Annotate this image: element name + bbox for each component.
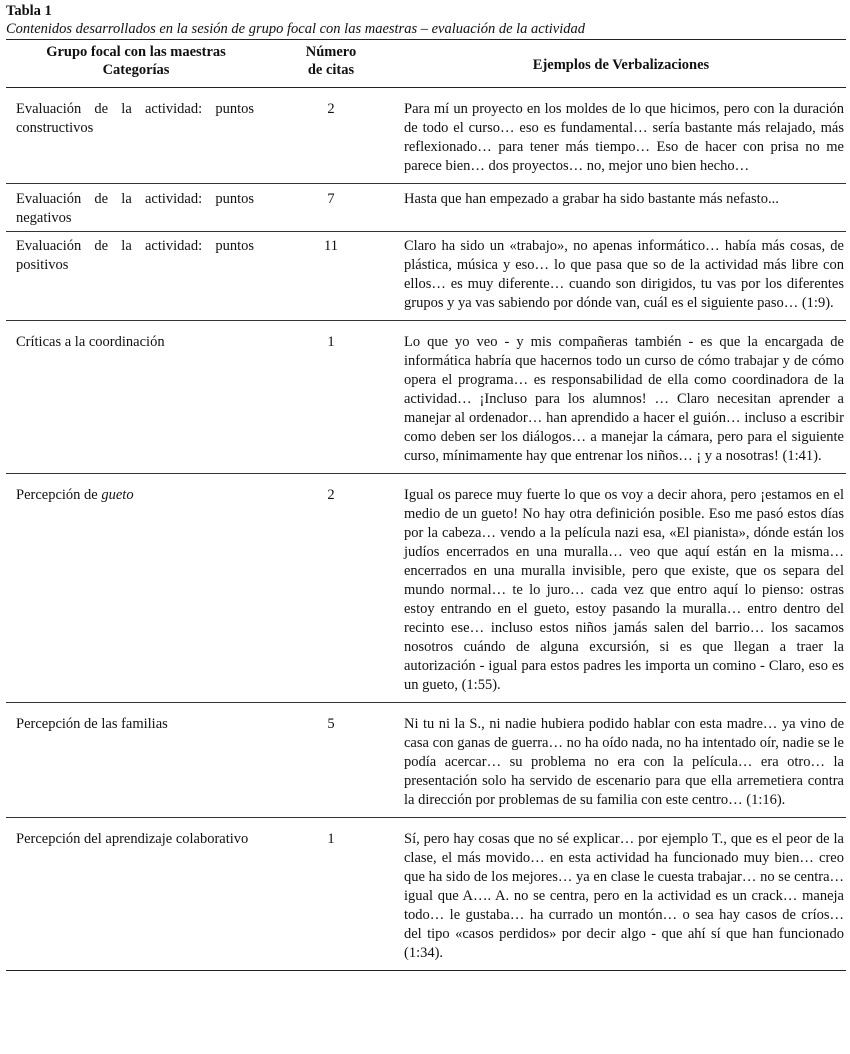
row-example: Sí, pero hay cosas que no sé explicar… por ejemplo T., que es el peor de la clase, el más movido… en esta actividad ha funcionado muy bien… creo que ha sido de los mejores… ya en clase le cuesta trabajar… no se centra… igual que A…. A. no se centra, pero en la actividad es un crack… maneja todo… le gustaba… ha currado un montón… o sea hay casos de críos… del tipo «casos perdidos» por decir algo - que ahí sí que han funcionado (1:34). <box>404 831 844 961</box>
row-category: Evaluación de la actividad: puntos constructivos <box>16 101 254 136</box>
row-example: Hasta que han empezado a grabar ha sido bastante más nefasto... <box>404 191 779 207</box>
table-row <box>6 321 846 474</box>
row-category-italic: gueto <box>101 487 134 503</box>
row-example: Igual os parece muy fuerte lo que os voy a decir ahora, pero ¡estamos en el medio de un gueto! No hay otra definición posible. Eso me pasó estos días por la cabeza… vendo a la película nazi esa, «El pianista», dónde están los judíos encerrados en una muralla… veo que aquí están en la misma… encerrados en una muralla invisible, pero que existe, que os separa del mundo normal… te lo juro… cada vez que entro aquí lo pienso: ostras estoy entrando en el gueto, estoy pasando la muralla… entro dentro del recinto ese… incluso estos niños jamás salen del barrio… los sacamos nosotros cuándo de alguna excursión, si es que llegan a traer la autorización - igual para estos padres les importa un comino - Claro, eso es un gueto, (1:55). <box>404 487 844 693</box>
row-category-text: Percepción de <box>16 487 98 503</box>
header-categories <box>6 40 266 88</box>
header-categories-line1: Grupo focal con las maestras <box>46 44 226 60</box>
row-category: Evaluación de la actividad: puntos negativos <box>16 191 254 226</box>
header-count-line2: de citas <box>307 62 355 78</box>
table-caption: Contenidos desarrollados en la sesión de grupo focal con las maestras – evaluación de la actividad <box>6 21 586 37</box>
header-categories-line2: Categorías <box>102 62 170 78</box>
row-count: 11 <box>324 238 338 254</box>
table-row <box>6 88 846 184</box>
row-example: Ni tu ni la S., ni nadie hubiera podido hablar con esta madre… ya vino de casa con ganas de guerra… no ha oído nada, no ha intentado oír, nadie se le podía acercar… su problema no era con la película… era otro… la presentación solo ha servido de escenario para que ella arremetiera contra la dirección por problemas de su familia con este centro… (1:16). <box>404 716 844 808</box>
header-examples: Ejemplos de Verbalizaciones <box>532 56 710 73</box>
row-count: 2 <box>327 101 335 117</box>
row-count: 1 <box>327 831 335 847</box>
table-block <box>6 3 846 971</box>
table-number: Tabla 1 <box>6 3 52 19</box>
row-category: Críticas a la coordinación <box>16 334 165 350</box>
row-count: 5 <box>327 716 335 732</box>
table-row <box>6 818 846 971</box>
row-category: Percepción del aprendizaje colaborativo <box>16 831 249 847</box>
row-count: 1 <box>327 334 335 350</box>
table-row <box>6 184 846 232</box>
row-count: 7 <box>327 191 335 207</box>
focus-group-table <box>6 39 846 971</box>
table-row <box>6 232 846 321</box>
row-category <box>6 474 266 703</box>
table-row <box>6 474 846 703</box>
header-count <box>266 40 396 88</box>
row-example: Lo que yo veo - y mis compañeras también - es que la encargada de informática habría que hacernos todo un curso de cómo trabajar y de cómo opera el programa… es responsabilidad de ella como coordinadora de la actividad… ¡Incluso para los alumnos! … Claro necesitan aprender a manejar al ordenador… han aprendido a hacer el guión… incluso a escribir como deben ser los diálogos… a manejar la cámara, pero para el siguiente curso, mínimamente hay que entrenar los niños… ¡ y a nosotras! (1:41). <box>404 334 844 464</box>
row-example: Para mí un proyecto en los moldes de lo que hicimos, pero con la duración de todo el curso… eso es fundamental… sería bastante más relajado, más reflexionado… para tener más tiempo… Eso de hacer con prisa no me parece bien… dos proyectos… no, mejor uno bien hecho… <box>404 101 844 174</box>
row-category: Evaluación de la actividad: puntos positivos <box>16 238 254 273</box>
row-example: Claro ha sido un «trabajo», no apenas informático… había más cosas, de plástica, música y eso… lo que pasa que so de la actividad más libre con ellos… es muy diferente… cuando son dirigidos, tu vas por los diferentes grupos y ya vas sabiendo por dónde van, cuál es el siguiente paso… (1:9). <box>404 238 844 311</box>
row-count: 2 <box>327 487 335 503</box>
row-category: Percepción de las familias <box>16 716 168 732</box>
table-row <box>6 703 846 818</box>
header-count-line1: Número <box>305 44 357 60</box>
table-header-row <box>6 40 846 88</box>
